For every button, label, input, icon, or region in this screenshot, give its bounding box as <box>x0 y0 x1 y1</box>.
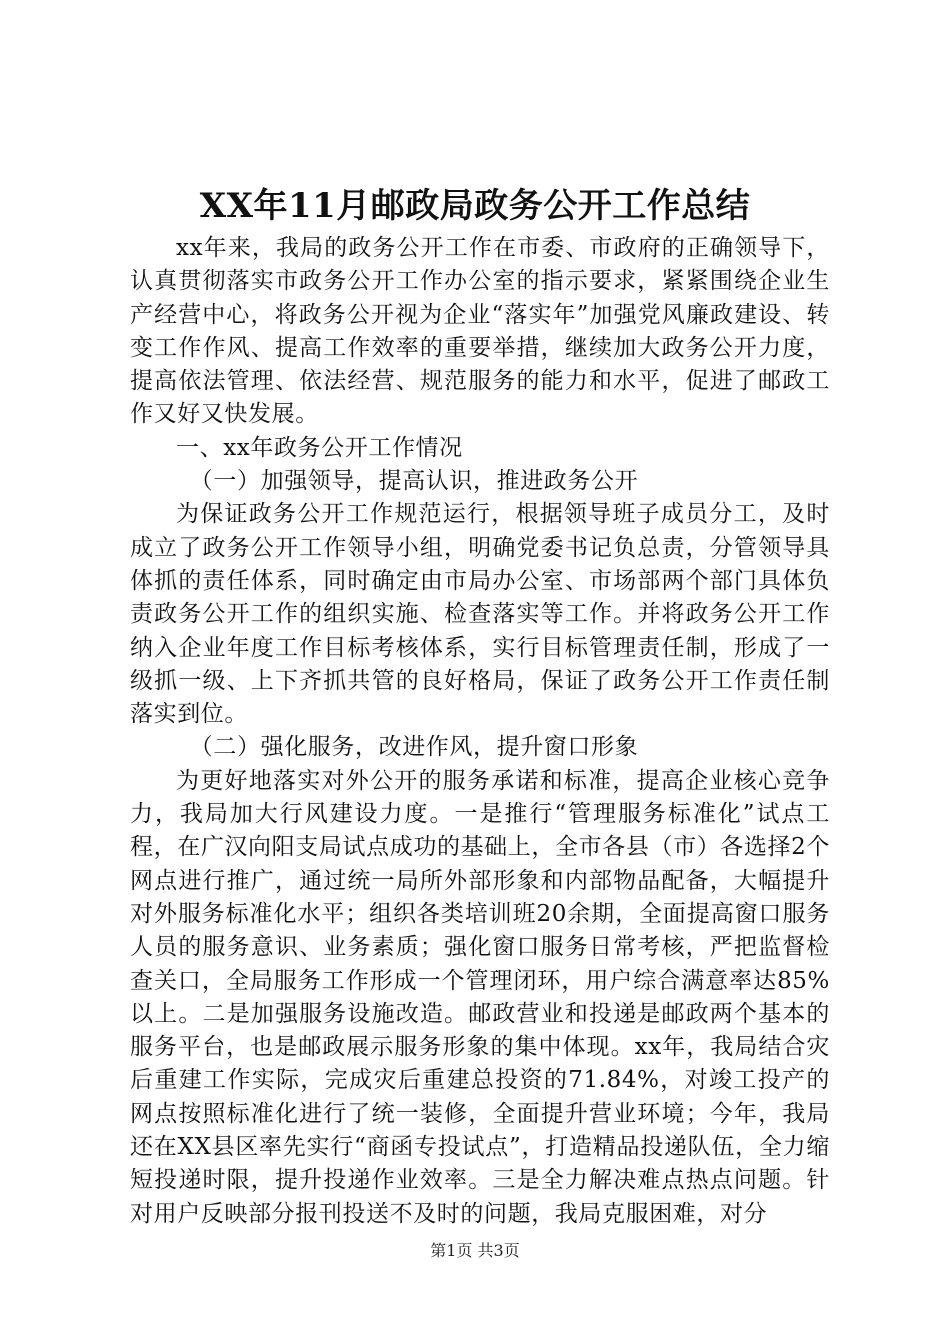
page-number-footer: 第1页 共3页 <box>430 1241 520 1260</box>
subsection-heading-1: （一）加强领导，提高认识，推进政务公开 <box>189 468 639 495</box>
body-paragraph-intro: xx年来，我局的政务公开工作在市委、市政府的正确领导下，认真贯彻落实市政务公开工作办公室的指示要求，紧紧围绕企业生产经营中心，将政务公开视为企业“落实年”加强党风廉政建设、转变工作作风、提高工作效率的重要举措，继续加大政务公开力度，提高依法管理、依法经营、规范服务的能力和水平，促进了邮政工作又好又快发展。 <box>130 235 830 428</box>
document-body <box>130 232 830 1231</box>
body-paragraph-leadership: 为保证政务公开工作规范运行，根据领导班子成员分工，及时成立了政务公开工作领导小组，明确党委书记负总责，分管领导具体抓的责任体系，同时确定由市局办公室、市场部两个部门具体负责政务公开工作的组织实施、检查落实等工作。并将政务公开工作纳入企业年度工作目标考核体系，实行目标管理责任制，形成了一级抓一级、上下齐抓共管的良好格局，保证了政务公开工作责任制落实到位。 <box>130 501 830 728</box>
section-heading-1: 一、xx年政务公开工作情况 <box>176 434 463 461</box>
document-title: XX年11月邮政局政务公开工作总结 <box>199 186 751 226</box>
body-paragraph-service: 为更好地落实对外公开的服务承诺和标准，提高企业核心竞争力，我局加大行风建设力度。一是推行“管理服务标准化”试点工程，在广汉向阳支局试点成功的基础上，全市各县（市）各选择2个网点进行推广，通过统一局所外部形象和内部物品配备，大幅提升对外服务标准化水平；组织各类培训班20余期，全面提高窗口服务人员的服务意识、业务素质；强化窗口服务日常考核，严把监督检查关口，全局服务工作形成一个管理闭环，用户综合满意率达85%以上。二是加强服务设施改造。邮政营业和投递是邮政两个基本的服务平台，也是邮政展示服务形象的集中体现。xx年，我局结合灾后重建工作实际，完成灾后重建总投资的71.84%，对竣工投产的网点按照标准化进行了统一装修，全面提升营业环境；今年，我局还在XX县区率先实行“商函专投试点”，打造精品投递队伍，全力缩短投递时限，提升投递作业效率。三是全力解决难点热点问题。针对用户反映部分报刊投送不及时的问题，我局克服困难，对分 <box>130 767 830 1227</box>
subsection-heading-2: （二）强化服务，改进作风，提升窗口形象 <box>189 734 639 761</box>
